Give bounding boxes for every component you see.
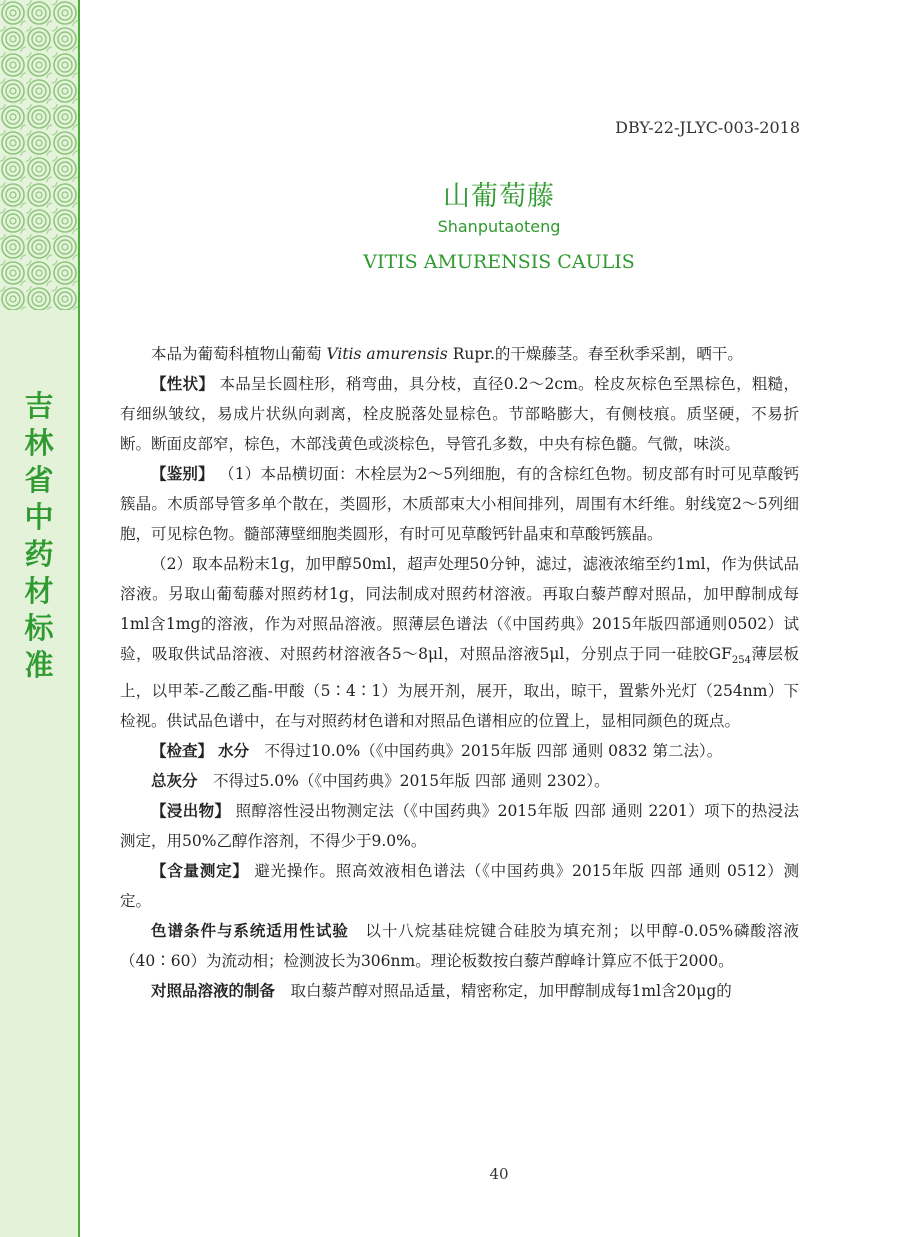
page-title: 山葡萄藤 bbox=[443, 181, 555, 212]
jinchuwu-label: 【浸出物】 bbox=[151, 802, 231, 821]
section-hanliang-reference bbox=[120, 976, 799, 1006]
monograph-body bbox=[120, 339, 799, 1006]
cloud-pattern-icon bbox=[0, 0, 78, 310]
hanliang-label: 【含量测定】 bbox=[151, 862, 249, 881]
xingzhuang-text: 本品呈长圆柱形，稍弯曲，具分枝，直径0.2～2cm。栓皮灰棕色至黑棕色，粗糙，有细纵皱纹，易成片状纵向剥离，栓皮脱落处显棕色。节部略膨大，有侧枝痕。质坚硬，不易折断。断面皮部窄，棕色，木部浅黄色或淡棕色，导管孔多数，中央有棕色髓。气微，味淡。 bbox=[120, 375, 799, 453]
intro-prefix: 本品为葡萄科植物山葡萄 bbox=[151, 345, 322, 363]
section-jianbie bbox=[120, 459, 799, 549]
jinchuwu-text: 照醇溶性浸出物测定法（《中国药典》2015年版 四部 通则 2201）项下的热浸法测定，用50%乙醇作溶剂，不得少于9.0%。 bbox=[120, 802, 799, 851]
hanliang-reference-text: 取白藜芦醇对照品适量，精密称定，加甲醇制成每1ml含20μg的 bbox=[275, 982, 732, 1001]
hanliang-text: 避光操作。照高效液相色谱法（《中国药典》2015年版 四部 通则 0512）测定。 bbox=[120, 862, 799, 911]
intro-suffix: Rupr.的干燥藤茎。春至秋季采割，晒干。 bbox=[447, 345, 743, 363]
section-hanliang bbox=[120, 856, 799, 916]
section-jianbie-2 bbox=[120, 549, 799, 736]
title-pinyin: Shanputaoteng bbox=[437, 217, 561, 236]
jianbie-label: 【鉴别】 bbox=[151, 465, 214, 483]
jiancha-water-text: 不得过10.0%（《中国药典》2015年版 四部 通则 0832 第二法）。 bbox=[248, 742, 723, 761]
jiancha-ash-text: 不得过5.0%（《中国药典》2015年版 四部 通则 2302）。 bbox=[197, 772, 610, 791]
sidebar-pattern bbox=[0, 0, 78, 310]
section-jiancha-ash bbox=[120, 766, 799, 796]
jianbie-subscript: 254 bbox=[731, 655, 752, 667]
page-number: 40 bbox=[489, 1165, 509, 1183]
section-jiancha bbox=[120, 736, 799, 766]
intro-species: Vitis amurensis bbox=[326, 345, 448, 363]
title-latin: VITIS AMURENSIS CAULIS bbox=[363, 251, 635, 273]
hanliang-conditions-text: 以十八烷基硅烷键合硅胶为填充剂；以甲醇-0.05%磷酸溶液（40∶60）为流动相；检测波长为306nm。理论板数按白藜芦醇峰计算应不低于2000。 bbox=[120, 922, 799, 971]
section-hanliang-conditions bbox=[120, 916, 799, 976]
jianbie-text-1: （1）本品横切面：木栓层为2～5列细胞，有的含棕红色物。韧皮部有时可见草酸钙簇晶。木质部导管多单个散在，类圆形，木质部束大小相间排列，周围有木纤维。射线宽2～5列细胞，可见棕色物。髓部薄壁细胞类圆形，有时可见草酸钙针晶束和草酸钙簇晶。 bbox=[120, 465, 799, 543]
xingzhuang-label: 【性状】 bbox=[151, 375, 215, 393]
hanliang-reference-label: 对照品溶液的制备 bbox=[151, 982, 276, 1001]
jiancha-water-label: 水分 bbox=[217, 742, 249, 761]
document-code: DBY-22-JLYC-003-2018 bbox=[615, 118, 800, 137]
hanliang-conditions-label: 色谱条件与系统适用性试验 bbox=[151, 922, 349, 941]
section-xingzhuang bbox=[120, 369, 799, 459]
intro-paragraph bbox=[120, 339, 799, 369]
section-jinchuwu bbox=[120, 796, 799, 856]
jianbie-text-2a: （2）取本品粉末1g，加甲醇50ml，超声处理50分钟，滤过，滤液浓缩至约1ml，作为供试品溶液。另取山葡萄藤对照药材1g，同法制成对照药材溶液。再取白藜芦醇对照品，加甲醇制成每1ml含1mg的溶液，作为对照品溶液。照薄层色谱法（《中国药典》2015年版四部通则0502）试验，吸取供试品溶液、对照药材溶液各5～8μl，对照品溶液5μl，分别点于同一硅胶GF bbox=[120, 555, 799, 663]
jiancha-label: 【检查】 bbox=[151, 742, 214, 761]
sidebar-title: 吉林省中药材标准 bbox=[24, 389, 54, 682]
jiancha-ash-label: 总灰分 bbox=[151, 772, 198, 791]
jianbie-text-2b: 薄层板上，以甲苯-乙酸乙酯-甲酸（5∶4∶1）为展开剂，展开，取出，晾干，置紫外光灯（254nm）下检视。供试品色谱中，在与对照药材色谱和对照品色谱相应的位置上，显相同颜色的斑点。 bbox=[120, 645, 799, 731]
